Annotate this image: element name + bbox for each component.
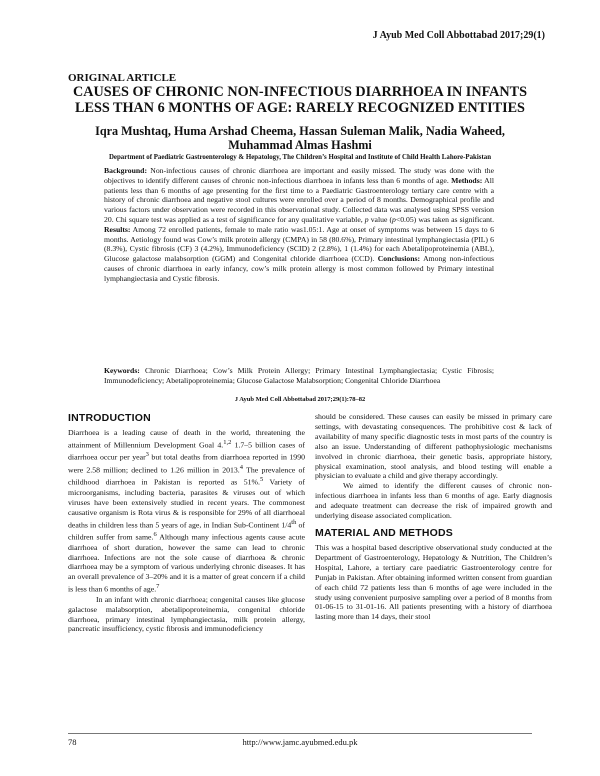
introduction-paragraph: In an infant with chronic diarrhoea; congenital causes like glucose galactose malabsorption, abetalipoproteinemia, congenital chloride diarrhoea, primary intestinal lymphangiectasia, milk protein allergy, pancreatic insufficiency, cystic fibrosis and immunodeficiency <box>68 594 305 634</box>
journal-reference: J Ayub Med Coll Abbottabad 2017;29(1) <box>372 30 545 41</box>
methods-paragraph: This was a hospital based descriptive observational study conducted at the Department of Gastroenterology, Hepatology & Nutrition, The Children’s Hospital, Lahore, a tertiary care paediatric Gastroenterology centre for Punjab in Pakistan. After obtaining informed written consent from guardian of each child 72 patients less than 6 months of age were included in the study using convenient purposive sampling over a period of 8 months from 01-06-15 to 31-01-16. All patients presenting with a history of diarrhoea lasting more than 14 days, their stool <box>315 542 552 622</box>
reference-marker: 7 <box>156 583 160 591</box>
introduction-paragraph: Diarrhoea is a leading cause of death in the world, threatening the attainment of Millennium Development Goal 4.$^{1,2}$ 1.7–5 billion cases of diarrhoea occur per year$^3$ but total deaths from diarrhoea reported in 1990 were 2.58 million; declined to 1.26 million in 2013.$^4$ The prevalence of childhood diarrhoea in Pakistan is reported as 51%.$^5$ Variety of microorganisms, including bacteria, parasites & viruses out of which viruses have been extensively studied in recent years. The commonest causative organism is Rota virus & is responsible for 29% of all diarrhoeal deaths in children less than 5 years of age, in Indian Sub-Continent 1/4th of children suffer from same.$^6$ Although many infectious agents cause acute diarrhoea of short duration, however the same can lead to chronic diarrhoea. Infections are not the sole cause of diarrhoea & chronic diarrhoea may be a symptom of various underlying chronic diseases. It has an overall prevalence of 3–20% and it is a matter of great concern if a child is less than 6 months of age.$^7$ <box>68 428 305 594</box>
left-column <box>68 412 305 634</box>
footer-divider <box>68 733 532 734</box>
citation-line: J Ayub Med Coll Abbottabad 2017;29(1):78–82 <box>234 396 366 403</box>
page-number: 78 <box>68 737 77 747</box>
reference-marker: 5 <box>260 476 264 484</box>
keywords-label: Keywords: <box>104 366 140 375</box>
results-label: Results: <box>104 224 131 234</box>
reference-marker: 4 <box>239 463 243 471</box>
reference-marker: 6 <box>153 531 157 539</box>
reference-marker: 1,2 <box>223 438 232 446</box>
methods-text: All patients less than 6 months of age presenting for the first time to a Paediatric Gastroenterology tertiary care centre with a history of chronic diarrhoea and negative stool cultures were enrolled over a period of 8 months. Demographical profile and various factors under observation were recorded in this observational study. Collected data was analysed using SPSS version 20. Chi square test was applied as a test of significance for any qualitative variable, <box>104 175 494 224</box>
footer-url-link[interactable]: http://www.jamc.ayubmed.edu.pk <box>242 737 358 747</box>
methods-label: Methods: <box>451 175 483 185</box>
results-text: Among 72 enrolled patients, female to male ratio was1.05:1. Age at onset of symptoms was between 15 days to 6 months. Aetiology found was Cow’s milk protein allergy (CMPA) in 58 (80.6%), Primary intestinal lymphangiectasia (PIL) 6 (8.3%), Cystic fibrosis (CF) 3 (4.2%), Immunodeficiency (SCID) 2 (2.8%), 1 (1.4%) for each Abetalipoproteinemia (ABL), Glucose galactose malabsorption (GGM) and Congenital chloride diarrhoea (CCD). <box>104 224 494 264</box>
right-column <box>315 412 552 622</box>
body-paragraph: should be considered. These causes can easily be missed in primary care settings, with devastating consequences. The prohibitive cost & lack of availability of many specific diagnostic tests in most parts of the country is also an issue. Understanding of different pathophysiologic mechanisms involved in chronic diarrhoea, their genetic basis, appropriate history, physical examination, stool analysis, and blood testing will enable a physician to evaluate a child and give therapy accordingly. <box>315 412 552 481</box>
p-symbol: p <box>364 214 369 224</box>
superscript-th: th <box>291 518 297 526</box>
p-text: value ( <box>368 214 393 224</box>
conclusions-label: Conclusions: <box>377 254 421 264</box>
p-text: <0.05) was taken as significant. <box>395 214 495 224</box>
introduction-heading: INTRODUCTION <box>68 412 151 424</box>
article-title: CAUSES OF CHRONIC NON-INFECTIOUS DIARRHOEA IN INFANTS LESS THAN 6 MONTHS OF AGE: RARELY RECOGNIZED ENTITIES <box>72 84 528 116</box>
body-paragraph: We aimed to identify the different causes of chronic non- infectious diarrhoea in infants less than 6 months of age. Early diagnosis and adequate treatment can decrease the risk of impaired growth and underlying disease associated complication. <box>315 481 552 521</box>
article-type: ORIGINAL ARTICLE <box>68 72 177 84</box>
methods-heading: MATERIAL AND METHODS <box>315 526 453 539</box>
background-label: Background: <box>104 166 148 175</box>
background-text: Non-infectious causes of chronic diarrhoea are important and easily missed. The study was done with the objectives to identify different causes of chronic non-infectious diarrhoea in infants less than 6 months of age. <box>104 166 494 185</box>
author-list: Iqra Mushtaq, Huma Arshad Cheema, Hassan Suleman Malik, Nadia Waheed, Muhammad Almas Hashmi <box>95 124 505 152</box>
p-symbol: p <box>392 214 396 224</box>
abstract <box>104 166 494 284</box>
affiliation: Department of Paediatric Gastroenterology & Hepatology, The Children’s Hospital and Institute of Child Health Lahore-Pakistan <box>108 154 492 161</box>
reference-marker: 3 <box>145 451 149 459</box>
keywords-text: Chronic Diarrhoea; Cow’s Milk Protein Allergy; Primary Intestinal Lymphangiectasia; Cystic Fibrosis; Immunodeficiency; Abetalipoproteinemia; Glucose Galactose Malabsorption; Congenital Chloride Diarrhoea <box>104 366 494 385</box>
conclusions-text: Among non-infectious causes of chronic diarrhoea in early infancy, cow’s milk protein allergy is most common followed by Primary intestinal lymphangiectasia and Cystic fibrosis. <box>104 254 494 283</box>
keywords <box>104 366 494 386</box>
